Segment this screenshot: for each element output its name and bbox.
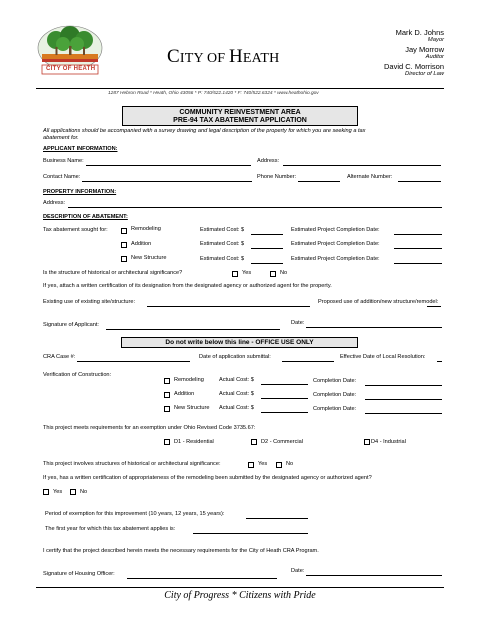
verify-new-structure-cost-label: Actual Cost: $ [219,405,254,411]
addition-cost-field[interactable] [251,248,283,249]
phone-label: Phone Number: [257,174,297,180]
city-title: CITY OF HEATH [167,46,280,67]
proposed-use-field[interactable] [427,306,441,307]
officer-signature-field[interactable] [127,578,277,579]
date-submittal-field[interactable] [282,361,334,362]
abatement-heading: DESCRIPTION OF ABATEMENT: [43,214,128,220]
addition-completion-label: Estimated Project Completion Date: [291,241,380,247]
d1-checkbox[interactable] [164,439,170,445]
d4-label: D4 - Industrial [371,439,406,445]
cert-yes-label: Yes [53,489,63,495]
property-heading: PROPERTY INFORMATION: [43,189,117,195]
office-historic-no-checkbox[interactable] [276,462,282,468]
property-address-field[interactable] [68,207,442,208]
verify-remodeling-label: Remodeling [174,377,204,383]
historic-question: Is the structure of historical or architectural significance? [43,270,183,276]
logo-text: CITY OF HEATH [46,66,96,72]
historic-yes-checkbox[interactable] [232,271,238,277]
date-submittal-label: Date of application submittal: [199,354,271,360]
cert-no-checkbox[interactable] [70,489,76,495]
historic-no-checkbox[interactable] [270,271,276,277]
contact-name-label: Contact Name: [43,174,81,180]
historic-no-label: No [280,270,288,276]
verify-remodeling-cost-label: Actual Cost: $ [219,377,254,383]
cert-no-label: No [80,489,88,495]
auditor-title: Auditor [425,54,444,60]
d4-checkbox[interactable] [364,439,370,445]
form-title-box [122,106,358,126]
first-year-label: The first year for which this tax abatement applies is: [45,526,176,532]
verify-new-structure-completion-field[interactable] [365,413,442,414]
addition-label: Addition [131,241,152,247]
phone-field[interactable] [298,181,340,182]
form-title-line2: PRE-94 TAX ABATEMENT APPLICATION [173,117,307,124]
officer-date-field[interactable] [306,575,442,576]
auditor-name: Jay Morrow [405,45,444,54]
proposed-use-label: Proposed use of addition/new structure/remodel: [318,299,439,305]
remodeling-cost-field[interactable] [251,234,283,235]
alt-number-label: Alternate Number: [347,174,393,180]
verify-addition-completion-field[interactable] [365,399,442,400]
period-field[interactable] [246,518,308,519]
director-title: Director of Law [405,71,444,77]
cert-yes-checkbox[interactable] [43,489,49,495]
applicant-signature-label: Signature of Applicant: [43,322,99,328]
remodeling-cost-label: Estimated Cost: $ [200,227,245,233]
business-address-label: Address: [257,158,280,164]
verify-addition-checkbox[interactable] [164,392,170,398]
effective-date-label: Effective Date of Local Resolution: [340,354,426,360]
city-logo [36,24,104,78]
contact-name-field[interactable] [82,181,252,182]
attach-note: If yes, attach a written certification of its designation from the designated agency or authorized agent for the property. [43,283,332,289]
new-structure-completion-field[interactable] [394,263,442,264]
new-structure-completion-label: Estimated Project Completion Date: [291,256,380,262]
verify-addition-cost-label: Actual Cost: $ [219,391,254,397]
property-address-label: Address: [43,200,66,206]
verify-new-structure-cost-field[interactable] [261,412,308,413]
remodeling-checkbox[interactable] [121,228,127,234]
intro-line2: abatement for. [43,135,79,141]
historic-yes-label: Yes [242,270,252,276]
address-line: 1287 Hebron Road * Heath, Ohio 43056 * P: 740/522.1420 * F: 740/522.6324 * www.heathohio.gov [108,91,319,96]
cra-case-field[interactable] [77,361,190,362]
verify-remodeling-checkbox[interactable] [164,378,170,384]
verify-remodeling-cost-field[interactable] [261,384,308,385]
verify-addition-label: Addition [174,391,195,397]
verify-new-structure-completion-label: Completion Date: [313,406,357,412]
remodeling-completion-label: Estimated Project Completion Date: [291,227,380,233]
verify-addition-cost-field[interactable] [261,398,308,399]
addition-cost-label: Estimated Cost: $ [200,241,245,247]
new-structure-checkbox[interactable] [121,256,127,262]
effective-date-field[interactable] [437,361,442,362]
new-structure-cost-field[interactable] [251,263,283,264]
first-year-field[interactable] [193,533,308,534]
officer-date-label: Date: [291,568,305,574]
d1-label: D1 - Residential [174,439,214,445]
certify-text: I certify that the project described herein meets the necessary requirements for the City of Heath CRA Program. [43,548,319,554]
cra-case-label: CRA Case #: [43,354,76,360]
verification-label: Verification of Construction: [43,372,112,378]
remodeling-completion-field[interactable] [394,234,442,235]
period-label: Period of exemption for this improvement (10 years, 12 years, 15 years): [45,511,225,517]
verify-remodeling-completion-label: Completion Date: [313,378,357,384]
director-name: David C. Morrison [383,62,444,71]
sought-for-label: Tax abatement sought for: [43,227,108,233]
form-title-line1: COMMUNITY REINVESTMENT AREA [179,108,301,116]
mayor-name: Mark D. Johns [395,28,444,37]
verify-new-structure-checkbox[interactable] [164,406,170,412]
business-name-label: Business Name: [43,158,84,164]
header-rule [36,88,444,89]
office-historic-no-label: No [286,461,294,467]
officer-signature-label: Signature of Housing Officer: [43,571,115,577]
alt-number-field[interactable] [398,181,441,182]
office-use-banner: Do not write below this line - OFFICE USE ONLY [121,337,358,348]
footer-slogan: City of Progress * Citizens with Pride [164,590,316,601]
d2-checkbox[interactable] [251,439,257,445]
office-historic-text: This project involves structures of historical or architectural significance: [43,461,221,467]
existing-use-field[interactable] [147,306,310,307]
business-address-field[interactable] [283,165,441,166]
applicant-date-field[interactable] [306,327,442,328]
applicant-date-label: Date: [291,320,305,326]
addition-checkbox[interactable] [121,242,127,248]
existing-use-label: Existing use of existing site/structure: [43,299,136,305]
verify-addition-completion-label: Completion Date: [313,392,357,398]
verify-new-structure-label: New Structure [174,405,210,411]
intro-line1: All applications should be accompanied with a survey drawing and legal description of the property for which you are seeking a tax [43,128,366,134]
new-structure-cost-label: Estimated Cost: $ [200,256,245,262]
office-historic-yes-label: Yes [258,461,268,467]
applicant-heading: APPLICANT INFORMATION: [43,146,118,152]
mayor-title: Mayor [427,37,444,43]
cert-question: If yes, has a written certification of appropriateness of the remodeling been submitted by the designated agency or authorized agent? [43,475,372,481]
new-structure-label: New Structure [131,255,167,261]
footer-rule [36,587,444,588]
verify-remodeling-completion-field[interactable] [365,385,442,386]
applicant-signature-field[interactable] [106,329,280,330]
exemption-text: This project meets requirements for an exemption under Ohio Revised Code 3735.67: [43,425,256,431]
remodeling-label: Remodeling [131,226,161,232]
d2-label: D2 - Commercial [261,439,303,445]
addition-completion-field[interactable] [394,248,442,249]
business-name-field[interactable] [86,165,251,166]
office-historic-yes-checkbox[interactable] [248,462,254,468]
